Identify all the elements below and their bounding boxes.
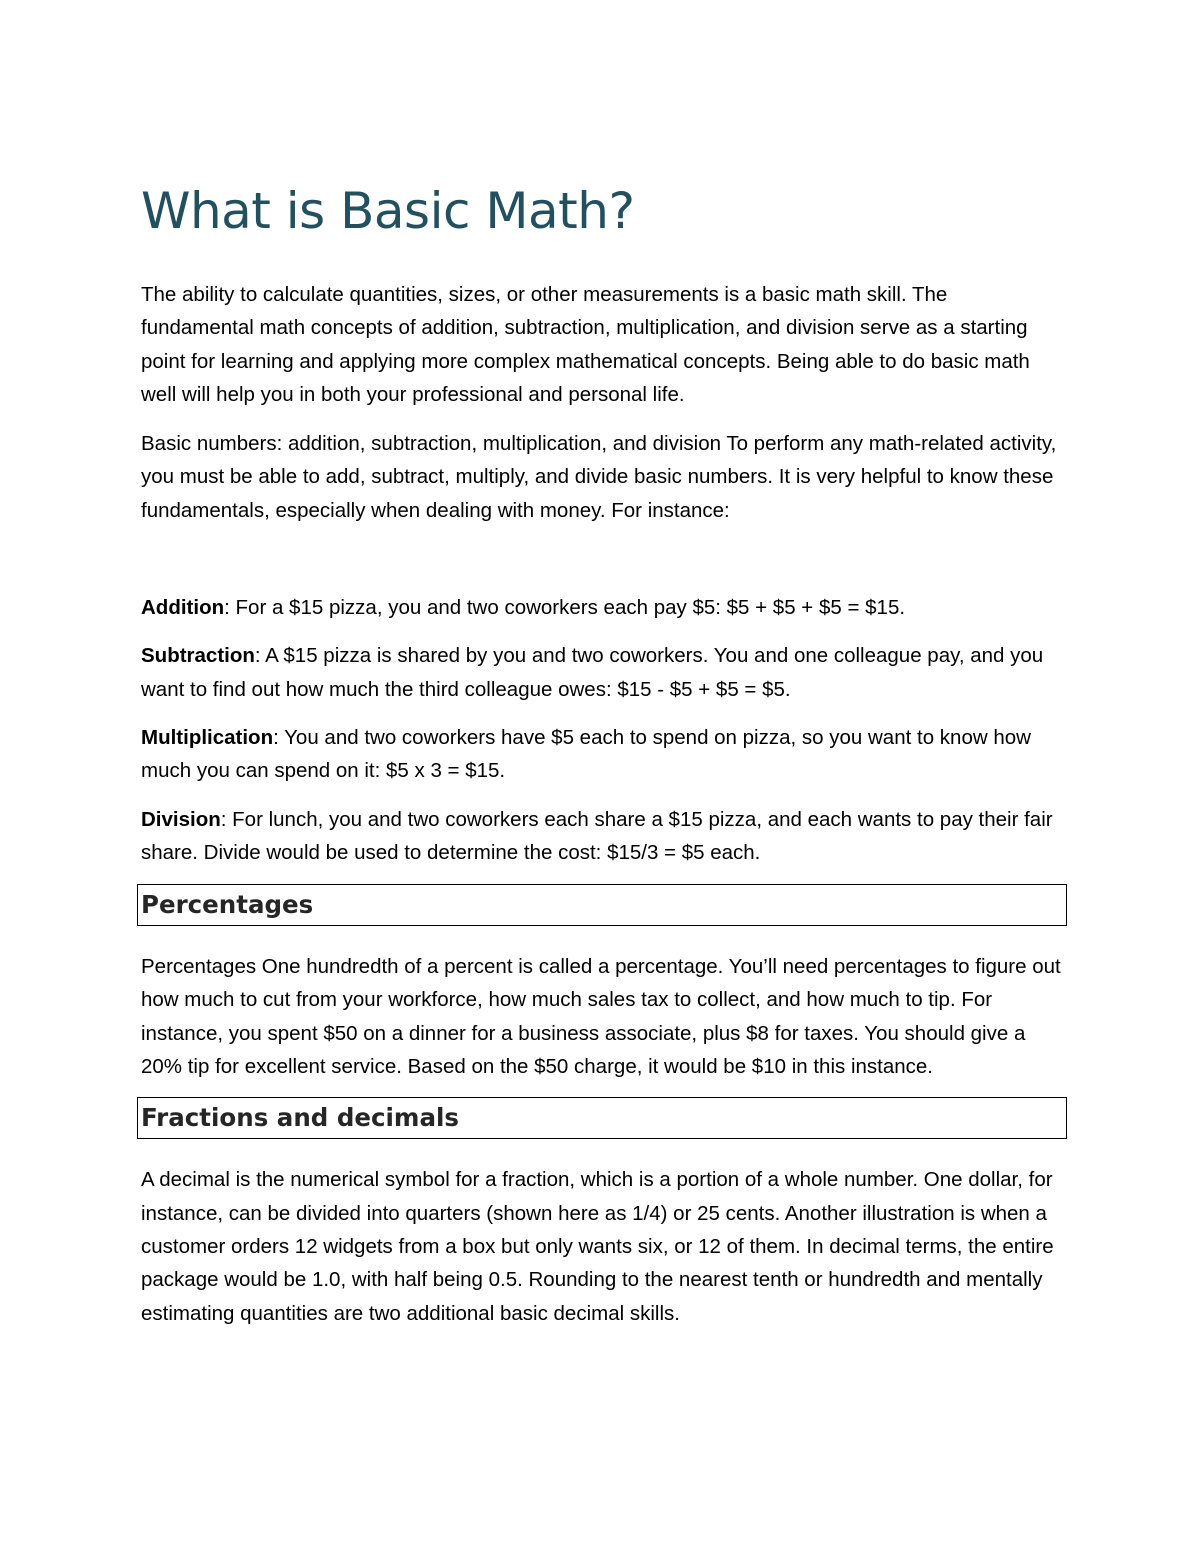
definition-text: : You and two coworkers have $5 each to spend on pizza, so you want to know how much you can spend on it: $5 x 3 = $15. [141, 725, 1031, 783]
section-heading-percentages [137, 884, 1067, 926]
page-title: What is Basic Math? [141, 182, 635, 240]
definition-term: Addition [141, 596, 225, 620]
basic-numbers-paragraph: Basic numbers: addition, subtraction, multiplication, and division To perform any math-related activity, you must be able to add, subtract, multiply, and divide basic numbers. It is very helpful to know these fundamentals, especially when dealing with money. For instance: [141, 432, 1057, 522]
intro-paragraph: The ability to calculate quantities, sizes, or other measurements is a basic math skill. The fundamental math concepts of addition, subtraction, multiplication, and division serve as a starting point for learning and applying more complex mathematical concepts. Being able to do basic math well will help you in both your professional and personal life. [141, 283, 1030, 406]
definition-multiplication [141, 721, 1063, 788]
fractions-paragraph: A decimal is the numerical symbol for a fraction, which is a portion of a whole number. One dollar, for instance, can be divided into quarters (shown here as 1/4) or 25 cents. Another illustration is when a customer orders 12 widgets from a box but only wants six, or 12 of them. In decimal terms, the entire package would be 1.0, with half being 0.5. Rounding to the nearest tenth or hundredth and mentally estimating quantities are two additional basic decimal skills. [141, 1168, 1054, 1325]
definition-text: : For lunch, you and two coworkers each share a $15 pizza, and each wants to pay their fair share. Divide would be used to determine the cost: $15/3 = $5 each. [141, 807, 1053, 864]
definition-term: Subtraction [141, 644, 255, 668]
section-heading-fractions [137, 1097, 1067, 1139]
definition-text: : A $15 pizza is shared by you and two coworkers. You and one colleague pay, and you want to find out how much the third colleague owes: $15 - $5 + $5 = $5. [141, 644, 1044, 701]
section-heading-label: Fractions and decimals [141, 1103, 459, 1133]
definition-term: Division [141, 807, 221, 831]
document-page [141, 178, 1063, 1330]
section-heading-label: Percentages [141, 890, 314, 920]
definition-addition [141, 591, 1063, 624]
percentages-paragraph: Percentages One hundredth of a percent is called a percentage. You’ll need percentages to figure out how much to cut from your workforce, how much sales tax to collect, and how much to tip. For instance, you spent $50 on a dinner for a business associate, plus $8 for taxes. You should give a 20% tip for excellent service. Based on the $50 charge, it would be $10 in this instance. [141, 955, 1061, 1079]
definition-division [141, 803, 1063, 870]
definition-term: Multiplication [141, 725, 274, 749]
definition-subtraction [141, 639, 1063, 706]
definition-text: : For a $15 pizza, you and two coworkers each pay $5: $5 + $5 + $5 = $15. [224, 596, 906, 620]
